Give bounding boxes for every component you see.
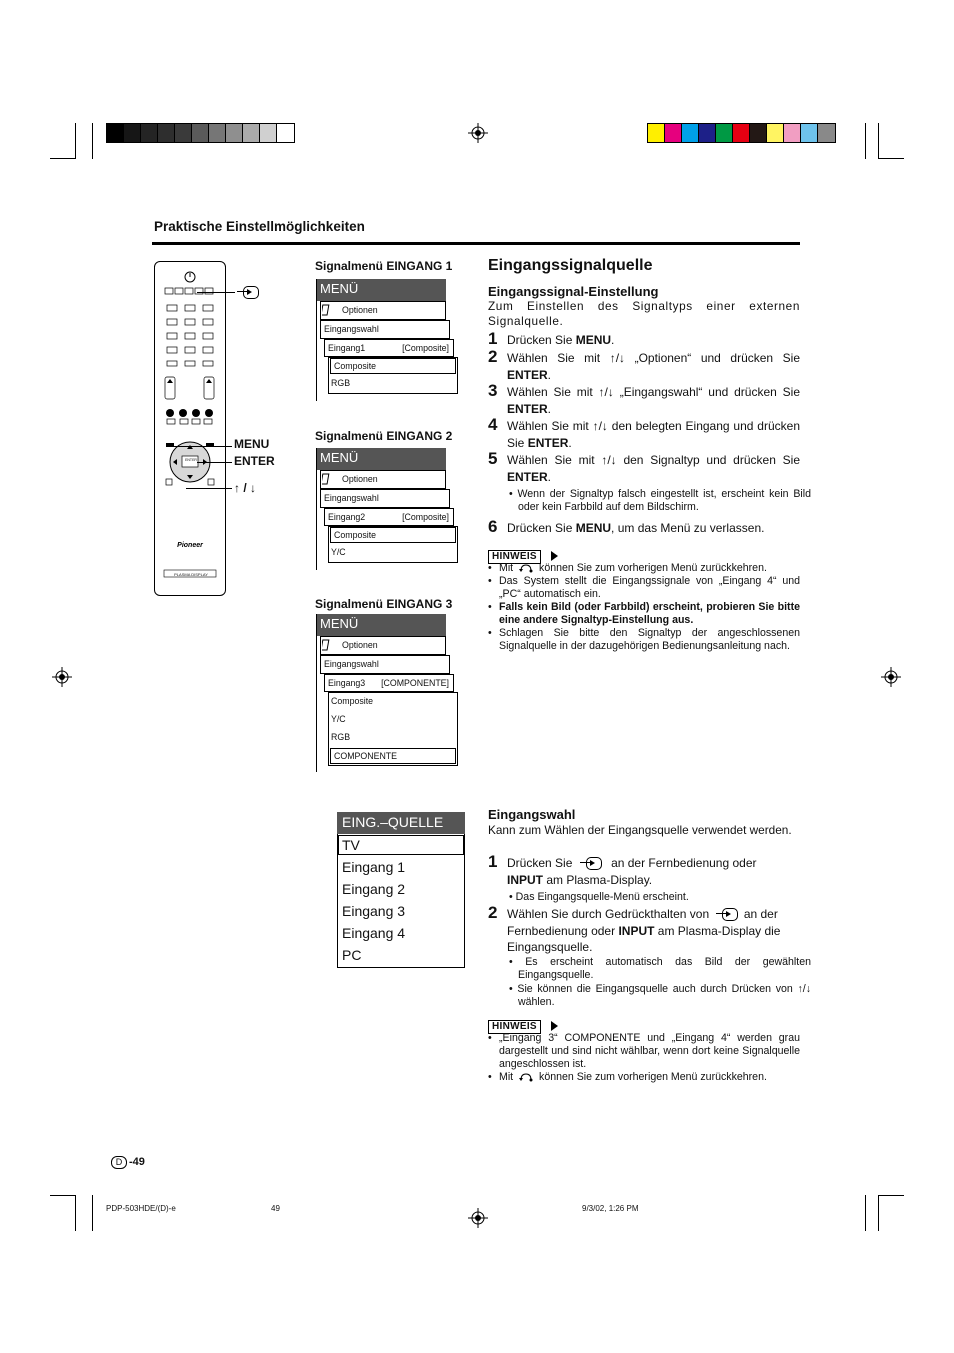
menu3-option: RGB [331,732,351,742]
section2-intro: Kann zum Wählen der Eingangsquelle verwendet werden. [488,823,792,837]
step1-note-text: Das Eingangsquelle-Menü erscheint. [515,891,689,903]
step-number: 3 [488,381,498,400]
bullet: • [488,1071,492,1083]
step-text-bold: ENTER [507,469,548,484]
step-number: 1 [488,329,498,348]
note-item [488,1032,800,1071]
menu1-optionen-text: Optionen [342,305,378,315]
page-num-text: -49 [129,1156,145,1168]
menu1-frame [316,279,317,401]
menu1-input-name: Eingang1 [328,343,366,353]
color-swatch [141,124,158,142]
menu2-option: Y/C [331,547,346,557]
color-swatch [784,124,801,142]
page-letter-badge: D [111,1156,127,1169]
step-text-part: am Plasma-Display. [543,872,653,887]
bullet: • [488,601,492,613]
step-text [507,384,800,417]
section1-notes [488,562,800,653]
section-title: Praktische Einstellmöglichkeiten [154,219,365,234]
step-text [507,350,800,383]
step-text-part: Wählen Sie mit ↑/↓ „Optionen“ und drücken Sie [507,351,800,365]
footer-date: 9/3/02, 1:26 PM [582,1204,639,1213]
return-icon [518,1072,534,1082]
color-swatch [665,124,682,142]
color-swatch [716,124,733,142]
return-icon [518,563,534,573]
eing-menu-item: PC [342,947,362,963]
callout-line [166,446,232,447]
color-swatch [733,124,750,142]
menu2-input-value: [Composite] [402,512,449,522]
menu3-eingangswahl: Eingangswahl [320,655,450,674]
input-icon [722,908,738,921]
hinweis-arrow-icon [551,1021,558,1031]
tool-icon [322,639,330,651]
note-item [488,601,800,627]
section1-subtitle: Eingangssignal-Einstellung [488,284,659,299]
step-number: 1 [488,852,498,871]
menu1-input-value: [Composite] [402,343,449,353]
step-text-part: . [547,469,552,484]
eing-menu-item: Eingang 1 [342,859,406,875]
menu2-input-name: Eingang2 [328,512,366,522]
hinweis-badge: HINWEIS [488,550,541,564]
menu2-option-selected: Composite [330,527,456,543]
eing-menu-item: Eingang 2 [342,881,406,897]
color-bar [647,123,836,143]
footer-num: 49 [271,1204,280,1213]
tool-icon [322,473,330,485]
step-text-bold: MENU [575,521,612,535]
hinweis-arrow-icon [551,551,558,561]
step-text [507,906,800,956]
menu2-input-row [324,508,454,526]
input-icon [243,286,259,299]
bullet: • [488,562,492,574]
step-text-part: . [547,367,552,382]
menu1-input-row [324,339,454,357]
step-text-part: , um das Menü zu verlassen. [611,521,765,535]
bullet: • [488,1032,492,1044]
step-text-part: Wählen Sie mit ↑/↓ den belegten Eingang und drücken Sie [507,419,800,450]
color-swatch [818,124,835,142]
registration-mark-icon [881,667,901,687]
page-number [111,1156,145,1169]
menu1-option-selected: Composite [330,358,456,374]
bullet: • [488,627,492,639]
menu1-option: RGB [331,378,351,388]
step-text-part: Drücken Sie [507,521,576,535]
step-number: 2 [488,347,498,366]
remote-control [154,261,226,596]
step-text-part: am Plasma-Display die Eingangsquelle. [507,923,781,954]
footer-file: PDP-503HDE/(D)-e [106,1204,176,1213]
color-swatch [277,124,294,142]
step-text-bold: INPUT [618,923,655,938]
step-text [507,452,800,485]
menu3-option: Composite [331,696,374,706]
hinweis-badge: HINWEIS [488,1020,541,1034]
step5-note: • Wenn der Signaltyp falsch eingestellt ist, erscheint kein Bild oder kein Farbbild auf dem Bildschirm. [509,488,812,513]
eing-menu-item: Eingang 3 [342,903,406,919]
color-swatch [648,124,665,142]
eing-menu-item: TV [342,837,360,853]
color-swatch [260,124,277,142]
step-text-part: an der Fernbedienung oder [611,856,757,870]
step-text-part: . [611,333,615,347]
step-text-part: Drücken Sie [507,333,576,347]
color-swatch [699,124,716,142]
step-number: 4 [488,415,498,434]
menu3-optionen-text: Optionen [342,640,378,650]
remote-enter-label: ENTER [185,458,197,462]
color-swatch [682,124,699,142]
menu1-eingangswahl: Eingangswahl [320,320,450,339]
section1-title: Eingangssignalquelle [488,257,653,274]
step-text [507,520,800,537]
step2-note-text: Sie können die Eingangsquelle auch durch Drücken von ↑/↓ wählen. [517,983,811,1008]
tool-icon [322,304,330,316]
registration-mark-icon [468,123,488,143]
color-swatch [243,124,260,142]
remote-panel-label: PLASMA DISPLAY [174,572,208,577]
step2-note: • Es erscheint automatisch das Bild der gewählten Eingangsquelle. [509,956,812,981]
section2-subtitle: Eingangswahl [488,807,576,822]
bullet: • [488,575,492,587]
callout-menu: MENU [234,437,270,451]
menu3-label: Signalmenü EINGANG 3 [315,597,453,611]
menu2-optionen [320,470,446,489]
note-item [488,562,800,575]
step2-note-text: Es erscheint automatisch das Bild der gewählten Eingangsquelle. [518,956,812,981]
registration-mark-icon [468,1208,488,1228]
eing-menu-head: EING.–QUELLE [337,812,465,834]
step5-note-text: Wenn der Signaltyp falsch eingestellt ist, erscheint kein Bild oder kein Farbbild auf dem Bildschirm. [517,488,812,513]
menu3-option-selected: COMPONENTE [330,748,456,764]
menu3-input-name: Eingang3 [328,678,366,688]
callout-arrows: ↑ / ↓ [234,481,257,495]
step-text-part: Wählen Sie durch Gedrückthalten von [507,907,710,921]
note-item [488,575,800,601]
menu3-input-value: [COMPONENTE] [381,678,449,688]
grayscale-bar [106,123,295,143]
step-text-part: Wählen Sie mit ↑/↓ „Eingangswahl“ und drücken Sie [507,385,800,399]
menu1-head: MENÜ [316,279,446,301]
step-text-part: . [547,401,552,416]
note-item [488,627,800,653]
color-swatch [750,124,767,142]
step-text [507,855,800,888]
remote-buttons-icon [154,261,226,596]
step1-note: • Das Eingangsquelle-Menü erscheint. [509,891,689,903]
step-text [507,418,800,451]
step-text-part: Wählen Sie mit ↑/↓ den Signaltyp und drücken Sie [507,453,800,467]
color-swatch [767,124,784,142]
step-text-bold: ENTER [507,367,548,382]
menu3-option: Y/C [331,714,346,724]
step-number: 2 [488,903,498,922]
menu3-head: MENÜ [316,614,446,636]
menu2-eingangswahl: Eingangswahl [320,489,450,508]
note-text: Das System stellt die Eingangssignale von „Eingang 4“ und „PC“ automatisch ein. [499,575,800,600]
section2-notes [488,1032,800,1084]
menu2-head: MENÜ [316,448,446,470]
menu2-optionen-text: Optionen [342,474,378,484]
callout-line [197,462,232,463]
step2-note: • Sie können die Eingangsquelle auch durch Drücken von ↑/↓ wählen. [509,983,811,1008]
callout-line [197,292,235,293]
step-text-part: . [568,435,572,450]
callout-line [186,488,232,489]
eing-menu-item: Eingang 4 [342,925,406,941]
section1-intro: Zum Einstellen des Signaltyps einer externen Signalquelle. [488,299,800,328]
step-text-part: Drücken Sie [507,856,573,870]
menu1-label: Signalmenü EINGANG 1 [315,259,453,273]
step-text-bold: ENTER [507,401,548,416]
step-text-bold: INPUT [507,872,543,887]
step-number: 5 [488,449,498,468]
color-swatch [124,124,141,142]
callout-enter: ENTER [234,454,275,468]
color-swatch [175,124,192,142]
step-text-bold: ENTER [527,435,569,450]
step-text-part: an der Fernbedienung oder [507,907,778,938]
color-swatch [801,124,818,142]
svg-text:Pioneer: Pioneer [177,542,203,549]
menu3-input-row [324,674,454,692]
menu2-frame [316,448,317,570]
color-swatch [107,124,124,142]
note-text: Falls kein Bild (oder Farbbild) erscheint, probieren Sie bitte eine andere Signaltyp-Einstellung aus. [499,601,800,626]
step-number: 6 [488,517,498,536]
menu1-optionen [320,301,446,320]
menu3-frame [316,614,317,772]
color-swatch [192,124,209,142]
menu2-label: Signalmenü EINGANG 2 [315,429,453,443]
note-text: Mit können Sie zum vorherigen Menü zurückkehren. [499,1071,767,1083]
menu3-optionen [320,636,446,655]
header-rule [152,242,800,245]
step-text [507,332,800,349]
registration-mark-icon [52,667,72,687]
color-swatch [209,124,226,142]
note-text: „Eingang 3“ COMPONENTE und „Eingang 4“ werden grau dargestellt und sind nicht wählbar, wenn dort keine Signalquelle angeschlossen ist. [499,1032,800,1070]
color-swatch [226,124,243,142]
input-icon [586,857,602,870]
step-text-bold: MENU [575,333,612,347]
note-item [488,1071,800,1084]
color-swatch [158,124,175,142]
note-text: Mit können Sie zum vorherigen Menü zurückkehren. [499,562,767,574]
note-text: Schlagen Sie bitte den Signaltyp der angeschlossenen Signalquelle in der dazugehörigen Bedienungsanleitung nach. [499,627,800,652]
